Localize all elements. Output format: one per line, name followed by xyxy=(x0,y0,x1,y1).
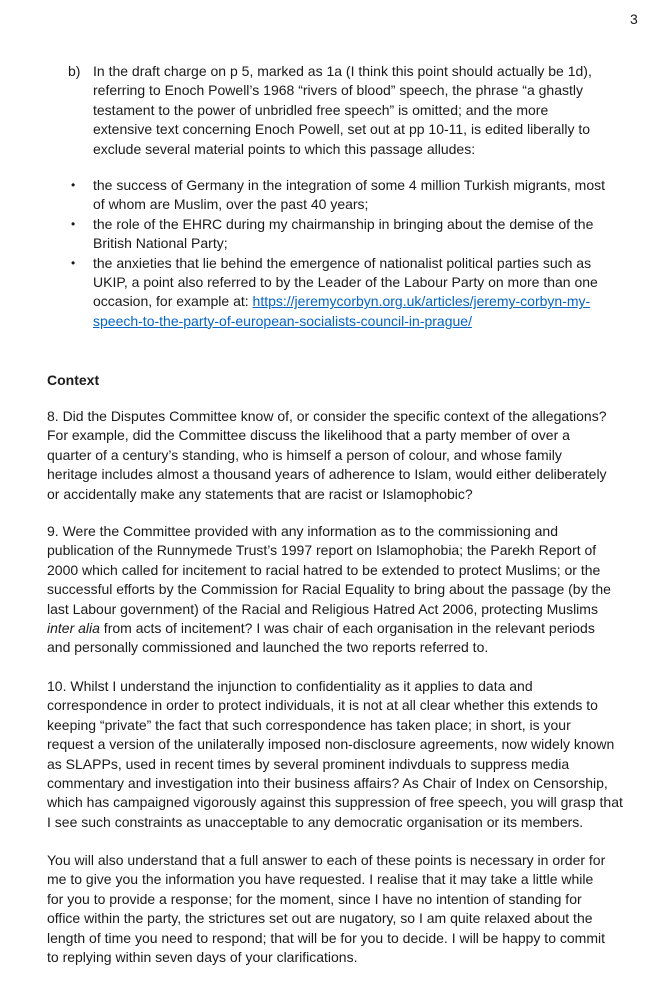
text-span: the role of the EHRC during my chairmanship in bringing about the demise of the xyxy=(93,215,594,232)
bullet-text xyxy=(93,215,593,254)
paragraph-8 xyxy=(47,407,607,504)
text-span: 2000 which called for incitement to racial hatred to be extended to protect Muslims; or the xyxy=(47,561,601,578)
text-span: from acts of incitement? I was chair of each organisation in the relevant periods xyxy=(99,619,595,636)
bullet-icon: • xyxy=(71,216,76,231)
text-line xyxy=(47,735,623,754)
closing-paragraph-text xyxy=(47,851,605,967)
text-line xyxy=(47,813,623,832)
text-span: testament to the power of unbridled free speech” is omitted; and the more xyxy=(93,101,549,118)
list-marker-b: b) xyxy=(68,63,81,79)
bullet-item xyxy=(71,254,605,332)
paragraph-10 xyxy=(47,677,623,832)
paragraph-10-text xyxy=(47,677,623,832)
text-line xyxy=(93,195,605,214)
text-span: as SLAPPs, used in recent times by several prominent indivduals to suppress media xyxy=(47,755,570,772)
bullet-icon: • xyxy=(71,255,76,270)
text-line xyxy=(47,755,623,774)
text-line xyxy=(47,561,611,580)
text-line xyxy=(47,426,607,445)
text-line xyxy=(93,254,598,273)
paragraph-8-text xyxy=(47,407,607,504)
text-line xyxy=(93,62,592,81)
text-span: publication of the Runnymede Trust’s 1997 report on Islamophobia; the Parekh Report of xyxy=(47,542,597,559)
text-span: me to give you the information you have requested. I realise that it may take a little while xyxy=(47,871,594,888)
text-span: last Labour government) of the Racial and Religious Hatred Act 2006, protecting Muslims xyxy=(47,600,598,617)
section-heading: Context xyxy=(47,372,100,388)
list-item-b xyxy=(68,62,592,159)
text-line xyxy=(47,929,605,948)
text-span: For example, did the Committee discuss the likelihood that a party member of over a xyxy=(47,427,570,444)
text-span: office within the party, the strictures set out are nugatory, so I am quite relaxed about the xyxy=(47,910,593,927)
text-span: UKIP, a point also referred to by the Leader of the Labour Party on more than one xyxy=(93,273,598,290)
text-span: I see such constraints as unacceptable to any democratic organisation or its members. xyxy=(47,813,584,830)
text-line xyxy=(93,140,592,159)
text-span: In the draft charge on p 5, marked as 1a (I think this point should actually be 1d), xyxy=(93,63,592,79)
text-line xyxy=(93,292,598,311)
text-line xyxy=(47,793,623,812)
text-span: or accidentally make any statements that are racist or Islamophobic? xyxy=(47,485,473,502)
text-line xyxy=(47,619,611,638)
bullet-list xyxy=(71,176,605,331)
text-line xyxy=(47,870,605,889)
text-line xyxy=(47,890,605,909)
text-line xyxy=(47,522,611,541)
text-span: exclude several material points to which this passage alludes: xyxy=(93,140,476,157)
bullet-item xyxy=(71,176,605,215)
closing-paragraph xyxy=(47,851,605,967)
text-span: referring to Enoch Powell’s 1968 “rivers of blood” speech, the phrase “a ghastly xyxy=(93,82,584,99)
text-span: keeping “private” the fact that such correspondence has taken place; in short, is your xyxy=(47,716,571,733)
text-line xyxy=(47,465,607,484)
text-line xyxy=(47,446,607,465)
text-line xyxy=(47,774,623,793)
text-line xyxy=(47,677,623,696)
page-number: 3 xyxy=(630,11,638,27)
text-span: successful efforts by the Commission for Racial Equality to bring about the passage (by the xyxy=(47,581,611,598)
text-line xyxy=(47,909,605,928)
text-line xyxy=(47,638,611,657)
text-span: and personally commissioned and launched the two reports referred to. xyxy=(47,639,489,656)
text-span: You will also understand that a full answer to each of these points is necessary in order for xyxy=(47,852,606,868)
text-span: correspondence in order to protect individuals, it is not at all clear whether this extends to xyxy=(47,697,598,714)
text-line xyxy=(47,716,623,735)
hyperlink[interactable]: https://jeremycorbyn.org.uk/articles/jeremy-corbyn-my- xyxy=(252,293,591,310)
hyperlink[interactable]: speech-to-the-party-of-european-socialists-council-in-prague/ xyxy=(93,312,472,329)
text-span: extensive text concerning Enoch Powell, set out at pp 10-11, is edited liberally to xyxy=(93,121,591,138)
paragraph-9 xyxy=(47,522,611,658)
bullet-text xyxy=(93,254,598,332)
text-line xyxy=(47,580,611,599)
list-item-b-text xyxy=(93,62,592,159)
text-line xyxy=(93,312,598,331)
text-line xyxy=(93,234,593,253)
text-span: heritage includes almost a thousand years of adherence to Islam, would either deliberately xyxy=(47,466,607,483)
text-line xyxy=(47,600,611,619)
text-span: 9. Were the Committee provided with any information as to the commissioning and xyxy=(47,523,558,539)
text-span: quarter of a century’s standing, who is himself a person of colour, and whose family xyxy=(47,446,562,463)
text-line xyxy=(47,485,607,504)
text-span: commentary and investigation into their business affairs? As Chair of Index on Censorship, xyxy=(47,774,608,791)
bullet-text xyxy=(93,176,605,215)
text-line xyxy=(47,696,623,715)
text-span: 10. Whilst I understand the injunction to confidentiality as it applies to data and xyxy=(47,678,533,694)
text-line xyxy=(93,81,592,100)
italic-text: inter alia xyxy=(47,619,100,636)
text-span: occasion, for example at: xyxy=(93,293,253,310)
text-span: for you to provide a response; for the moment, since I have no intention of standing for xyxy=(47,890,582,907)
text-line xyxy=(93,101,592,120)
text-span: request a version of the unilaterally imposed non-disclosure agreements, now widely known xyxy=(47,736,615,753)
text-line xyxy=(47,407,607,426)
bullet-icon: • xyxy=(71,178,76,192)
text-span: the anxieties that lie behind the emergence of nationalist political parties such as xyxy=(93,254,592,271)
text-span: the success of Germany in the integration of some 4 million Turkish migrants, most xyxy=(93,177,605,193)
paragraph-9-text xyxy=(47,522,611,658)
text-span: 8. Did the Disputes Committee know of, or consider the specific context of the allegations? xyxy=(47,408,607,424)
text-line xyxy=(47,541,611,560)
text-line xyxy=(93,273,598,292)
text-line xyxy=(47,851,605,870)
bullet-item xyxy=(71,215,605,254)
text-span: of whom are Muslim, over the past 40 years; xyxy=(93,196,369,213)
text-span: to replying within seven days of your clarifications. xyxy=(47,948,358,965)
text-span: British National Party; xyxy=(93,235,228,252)
text-line xyxy=(93,120,592,139)
text-line xyxy=(47,948,605,967)
text-line xyxy=(93,215,593,234)
text-span: length of time you need to respond; that will be for you to decide. I will be happy to commit xyxy=(47,929,605,946)
text-span: which has campaigned vigorously against this suppression of free speech, you will grasp that xyxy=(47,794,623,811)
text-line xyxy=(93,176,605,195)
